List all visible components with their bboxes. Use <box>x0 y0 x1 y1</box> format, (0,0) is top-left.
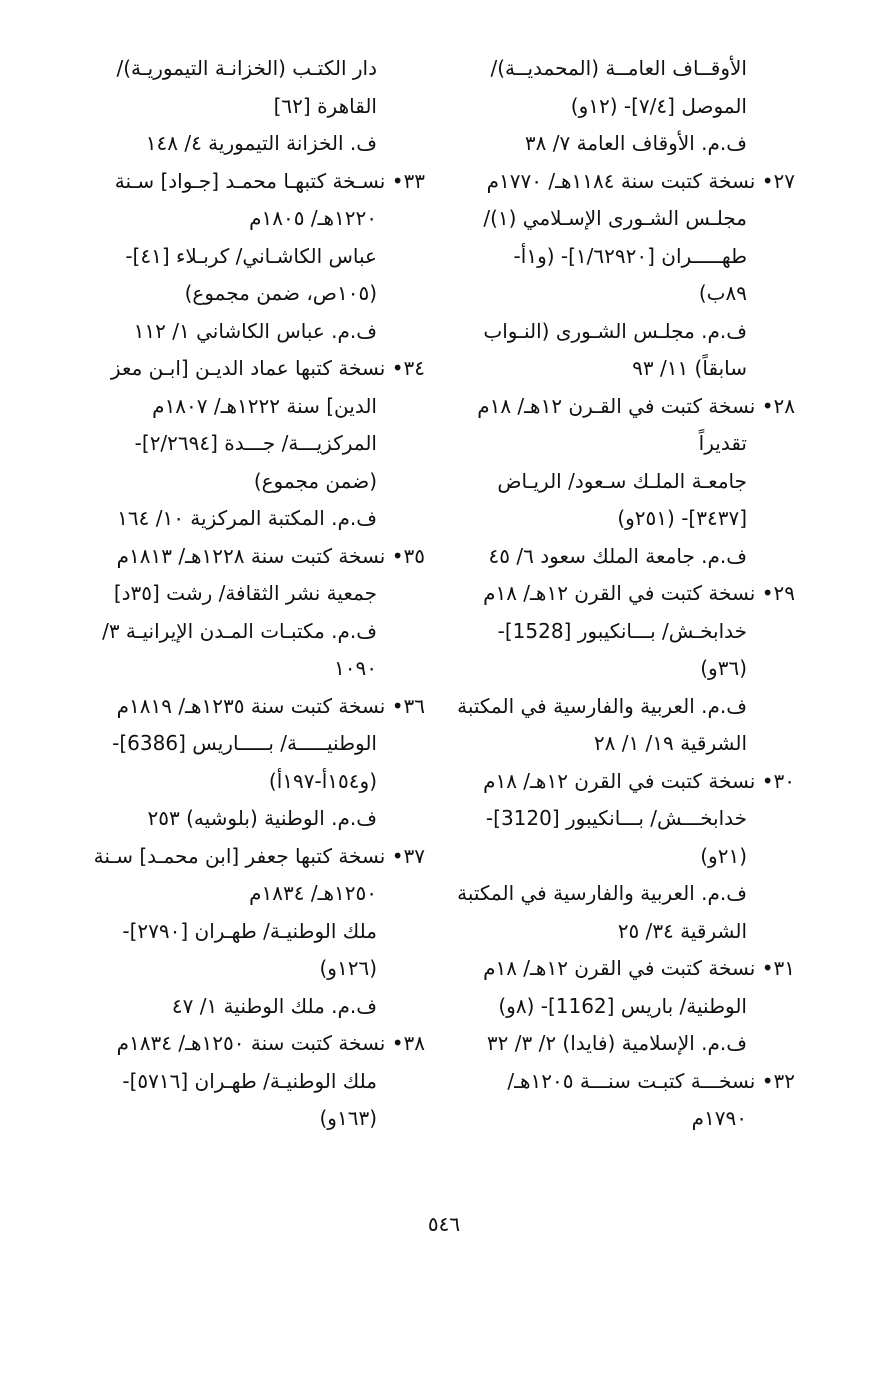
entry-heading-line: ٣٠• نسخة كتبت في القرن ١٢هـ/ ١٨م <box>483 768 795 793</box>
entry-detail-line: [٣٤٣٧]- (٢٥١و) <box>617 506 747 530</box>
entry-detail-line: ف.م. عباس الكاشاني ١/ ١١٢ <box>133 318 377 343</box>
entry-heading-line: ٣١• نسخة كتبت في القرن ١٢هـ/ ١٨م <box>483 956 795 980</box>
entry-detail-line: الأوقــاف العامــة (المحمديــة)/ <box>490 56 747 80</box>
entry-detail-line: ف.م. الإسلامية (فايدا) ٢/ ٣/ ٣٢ <box>486 1031 747 1055</box>
entry-detail-line: (١٢٦و) <box>319 956 377 980</box>
entry-heading-line: ٢٨• نسخة كتبت في القـرن ١٢هـ/ ١٨م <box>477 393 795 418</box>
entry-detail-line: جامعـة الملـك سـعود/ الريـاض <box>497 468 747 493</box>
entry-detail-line: ١٧٩٠م <box>691 1106 747 1130</box>
entry-heading-line: ٢٧• نسخة كتبت سنة ١١٨٤هـ/ ١٧٧٠م <box>486 168 795 193</box>
entry-detail-line: دار الكتـب (الخزانـة التيموريـة)/ <box>116 56 377 80</box>
entry-heading-line: ٣٨• نسخة كتبت سنة ١٢٥٠هـ/ ١٨٣٤م <box>116 1031 425 1055</box>
entry-detail-line: القاهرة [٦٢] <box>273 93 377 118</box>
entry-detail-line: سابقاً) ١١/ ٩٣ <box>632 356 747 380</box>
entry-heading-line: ٣٦• نسخة كتبت سنة ١٢٣٥هـ/ ١٨١٩م <box>116 693 425 718</box>
entry-detail-line: الموصل [٧/٤]- (١٢و) <box>570 93 747 118</box>
entry-detail-line: ١٢٢٠هـ/ ١٨٠٥م <box>249 206 377 230</box>
entry-heading-line: ٣٤• نسخة كتبها عماد الديـن [ابـن معز <box>110 356 425 380</box>
entry-heading-line: ٣٢• نسخـــة كتبـت سنـــة ١٢٠٥هـ/ <box>507 1068 795 1093</box>
entry-detail-line: (و١٥٤أ-١٩٧أ) <box>268 768 377 793</box>
entry-detail-line: ف.م. ملك الوطنية ١/ ٤٧ <box>171 993 377 1018</box>
entry-detail-line: خدابخـــش/ بـــانكيبور [3120]- <box>485 806 747 830</box>
entry-detail-line: (٣٦و) <box>700 656 747 680</box>
entry-detail-line: ١٢٥٠هـ/ ١٨٣٤م <box>249 881 377 905</box>
left-column <box>70 50 425 1138</box>
entry-detail-line: ٨٩ب) <box>698 281 747 305</box>
entry-detail-line: ف.م. العربية والفارسية في المكتبة <box>457 881 747 905</box>
entry-detail-line: (١٠٥ص، ضمن مجموع) <box>184 281 377 305</box>
entry-heading-line: ٢٩• نسخة كتبت في القرن ١٢هـ/ ١٨م <box>483 581 795 605</box>
entry-detail-line: جمعية نشر الثقافة/ رشت [٣٥د] <box>113 581 377 605</box>
entry-detail-line: الشرقية ١٩/ ١/ ٢٨ <box>593 731 747 755</box>
entry-detail-line: ملك الوطنيـة/ طهـران [٥٧١٦]- <box>122 1068 377 1093</box>
entry-detail-line: المركزيـــة/ جـــدة [٢/٢٦٩٤]- <box>134 431 377 455</box>
entry-detail-line: الوطنيـــــة/ بـــــاريس [6386]- <box>112 731 377 755</box>
entry-detail-line: ف.م. العربية والفارسية في المكتبة <box>457 693 747 718</box>
entry-detail-line: الدين] سنة ١٢٢٢هـ/ ١٨٠٧م <box>152 393 377 418</box>
entry-detail-line: ف.م. جامعة الملك سعود ٦/ ٤٥ <box>488 543 747 568</box>
entry-detail-line: مجلـس الشـورى الإسـلامي (١)/ <box>483 206 747 230</box>
entry-detail-line: (ضمن مجموع) <box>253 468 377 493</box>
entry-detail-line: تقديراً <box>698 431 747 455</box>
entry-detail-line: ف.م. المكتبة المركزية ١٠/ ١٦٤ <box>117 506 377 530</box>
entry-detail-line: الوطنية/ باريس [1162]- (٨و) <box>498 993 747 1018</box>
entry-detail-line: الشرقية ٣٤/ ٢٥ <box>617 918 747 943</box>
entry-detail-line: ف.م. الأوقاف العامة ٧/ ٣٨ <box>524 131 747 155</box>
entry-heading-line: ٣٥• نسخة كتبت سنة ١٢٢٨هـ/ ١٨١٣م <box>116 543 425 568</box>
entry-detail-line: ف.م. مجلـس الشـورى (النـواب <box>483 318 747 343</box>
entry-detail-line: ف.م. الوطنية (بلوشيه) ٢٥٣ <box>147 806 377 830</box>
entry-detail-line: (١٦٣و) <box>319 1106 377 1130</box>
page-number: ٥٤٦ <box>427 1212 461 1236</box>
entry-detail-line: خدابخـش/ بـــانكيبور [1528]- <box>497 618 747 643</box>
entry-heading-line: ٣٣• نسـخة كتبهـا محمـد [جـواد] سـنة <box>114 168 425 193</box>
entry-detail-line: عباس الكاشـاني/ كربـلاء [٤١]- <box>125 243 377 268</box>
entry-detail-line: (٢١و) <box>700 843 747 868</box>
entry-detail-line: ١٠٩٠ <box>334 656 377 680</box>
entry-detail-line: ف. الخزانة التيمورية ٤/ ١٤٨ <box>145 131 377 155</box>
entry-detail-line: ملك الوطنيـة/ طهـران [٢٧٩٠]- <box>122 918 377 943</box>
entry-heading-line: ٣٧• نسخة كتبها جعفر [ابن محمـد] سـنة <box>93 843 425 868</box>
entry-detail-line: طهـــــران [١/٦٢٩٢٠]- (و١أ- <box>513 243 747 268</box>
entry-detail-line: ف.م. مكتبـات المـدن الإيرانيـة ٣/ <box>102 618 377 643</box>
right-column <box>450 50 795 1138</box>
